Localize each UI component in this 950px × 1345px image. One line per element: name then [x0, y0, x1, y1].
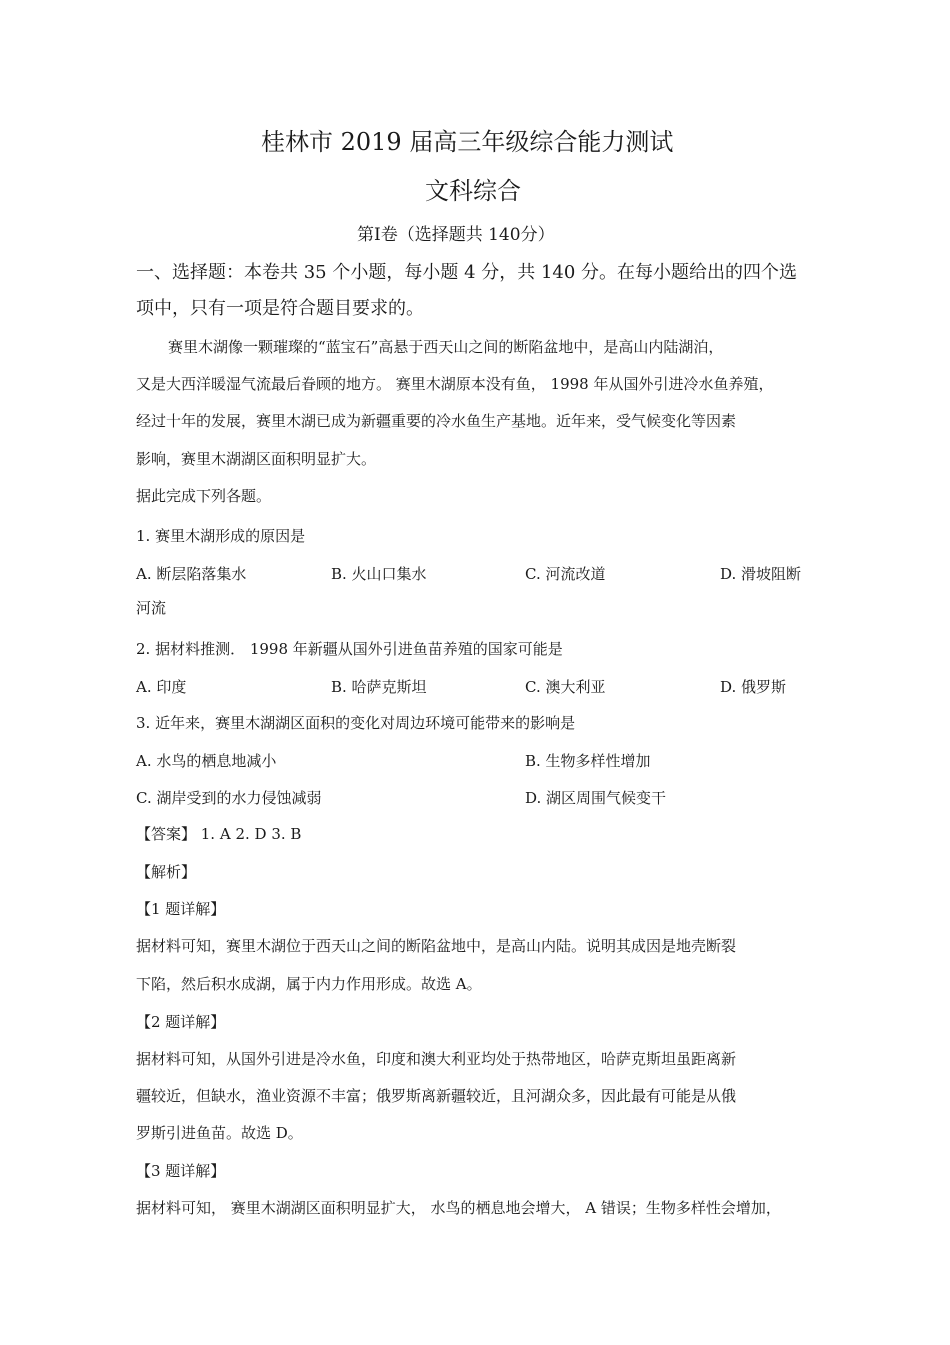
question-2-option-a: A. 印度	[136, 678, 187, 696]
question-1-option-c: C. 河流改道	[525, 565, 606, 583]
question-2-option-b: B. 哈萨克斯坦	[331, 678, 427, 696]
question-2-option-c: C. 澳大利亚	[525, 678, 606, 696]
question-1-option-d-continuation: 河流	[136, 599, 167, 617]
page-subtitle: 文科综合	[425, 177, 521, 205]
passage-line-4: 影响，赛里木湖湖区面积明显扩大。	[136, 450, 377, 468]
detail-2-line-2: 疆较近，但缺水，渔业资源不丰富；俄罗斯离新疆较近，且河湖众多，因此最有可能是从俄	[136, 1087, 737, 1105]
detail-1-line-1: 据材料可知，赛里木湖位于西天山之间的断陷盆地中，是高山内陆。说明其成因是地壳断裂	[136, 937, 737, 955]
passage-line-2: 又是大西洋暖湿气流最后眷顾的地方。 赛里木湖原本没有鱼， 1998 年从国外引进冷水鱼养殖，	[136, 375, 774, 393]
question-1-option-a: A. 断层陷落集水	[136, 565, 247, 583]
question-3-option-d: D. 湖区周围气候变干	[525, 789, 667, 807]
instructions-line-1: 一、选择题：本卷共 35 个小题，每小题 4 分，共 140 分。在每小题给出的四个选	[136, 262, 798, 283]
analysis-label: 【解析】	[136, 863, 197, 881]
instructions-line-2: 项中，只有一项是符合题目要求的。	[136, 298, 424, 319]
question-1-stem: 1. 赛里木湖形成的原因是	[136, 527, 306, 545]
detail-2-line-3: 罗斯引进鱼苗。故选 D。	[136, 1124, 303, 1142]
question-2-stem: 2. 据材料推测． 1998 年新疆从国外引进鱼苗养殖的国家可能是	[136, 640, 563, 658]
question-3-stem: 3. 近年来，赛里木湖湖区面积的变化对周边环境可能带来的影响是	[136, 714, 576, 732]
detail-2-line-1: 据材料可知，从国外引进是冷水鱼，印度和澳大利亚均处于热带地区，哈萨克斯坦虽距离新	[136, 1050, 737, 1068]
question-3-option-c: C. 湖岸受到的水力侵蚀减弱	[136, 789, 322, 807]
detail-1-line-2: 下陷，然后积水成湖，属于内力作用形成。故选 A。	[136, 975, 482, 993]
detail-3-label: 【3 题详解】	[136, 1162, 226, 1180]
question-1-option-d: D. 滑坡阻断	[720, 565, 802, 583]
question-3-option-b: B. 生物多样性增加	[525, 752, 651, 770]
answer-line: 【答案】 1. A 2. D 3. B	[136, 825, 302, 843]
question-1-option-b: B. 火山口集水	[331, 565, 427, 583]
passage-line-1: 赛里木湖像一颗璀璨的“蓝宝石”高悬于西天山之间的断陷盆地中，是高山内陆湖泊，	[168, 338, 724, 356]
section-heading: 第Ⅰ卷（选择题共 140分）	[357, 225, 555, 245]
question-2-option-d: D. 俄罗斯	[720, 678, 787, 696]
detail-3-line-1: 据材料可知， 赛里木湖湖区面积明显扩大， 水鸟的栖息地会增大， A 错误；生物多样性会增加，	[136, 1199, 781, 1217]
passage-line-3: 经过十年的发展，赛里木湖已成为新疆重要的冷水鱼生产基地。近年来，受气候变化等因素	[136, 412, 737, 430]
detail-2-label: 【2 题详解】	[136, 1013, 226, 1031]
detail-1-label: 【1 题详解】	[136, 900, 226, 918]
passage-prompt: 据此完成下列各题。	[136, 487, 272, 505]
question-3-option-a: A. 水鸟的栖息地减小	[136, 752, 277, 770]
page-title: 桂林市 2019 届高三年级综合能力测试	[261, 128, 674, 156]
